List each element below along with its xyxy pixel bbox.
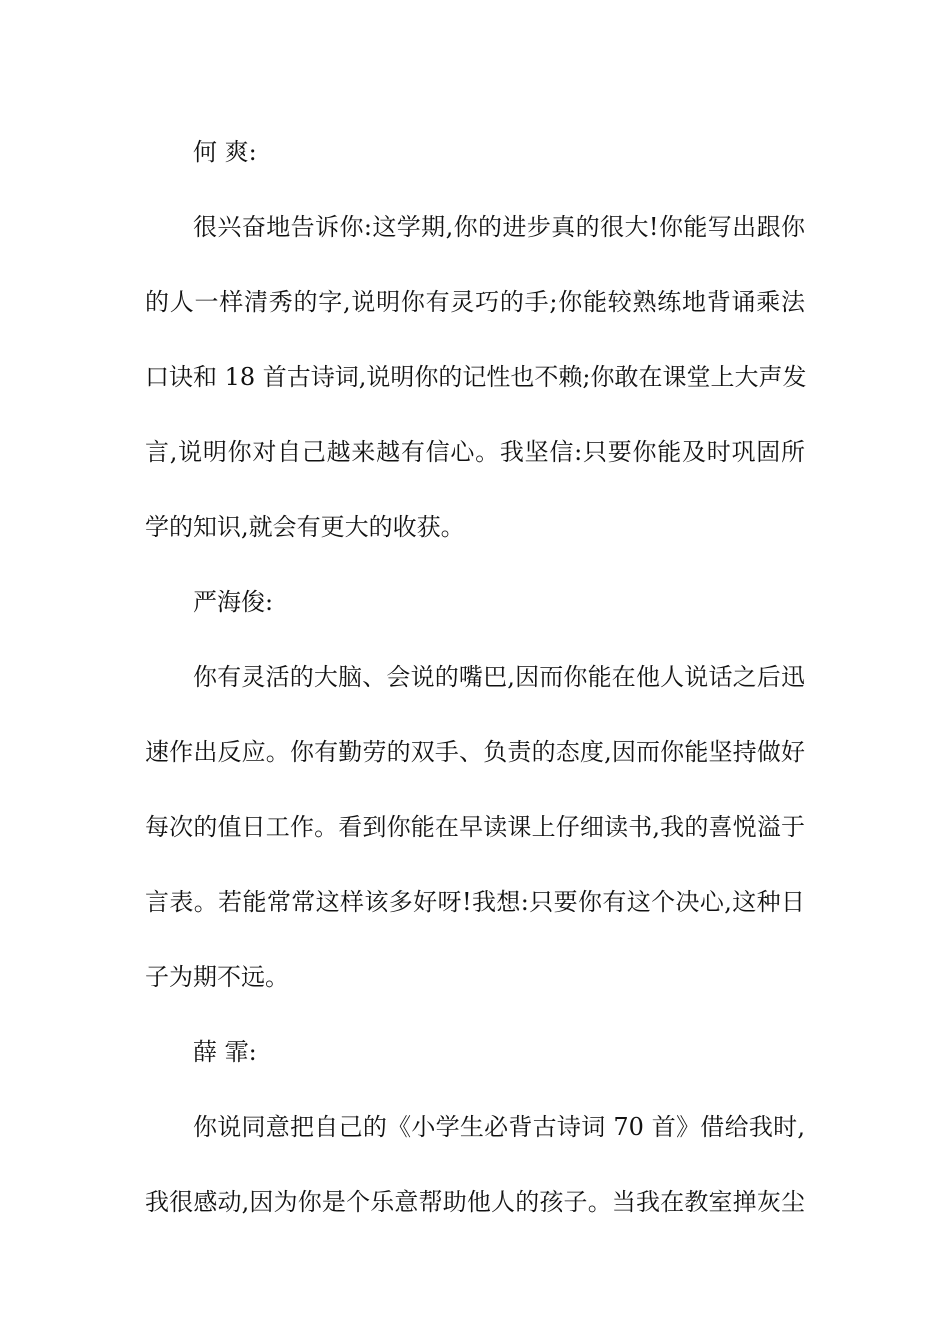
- comment-line: 速作出反应。你有勤劳的双手、负责的态度,因而你能坚持做好: [145, 738, 805, 766]
- student-name-heading: 严海俊:: [193, 588, 274, 616]
- comment-line: 言表。若能常常这样该多好呀!我想:只要你有这个决心,这种日: [145, 888, 805, 916]
- comment-line: 的人一样清秀的字,说明你有灵巧的手;你能较熟练地背诵乘法: [145, 288, 805, 316]
- comment-line: 很兴奋地告诉你:这学期,你的进步真的很大!你能写出跟你: [193, 213, 805, 241]
- comment-line: 你有灵活的大脑、会说的嘴巴,因而你能在他人说话之后迅: [193, 663, 805, 691]
- comment-line: 每次的值日工作。看到你能在早读课上仔细读书,我的喜悦溢于: [145, 813, 805, 841]
- student-name-heading: 薛 霏:: [193, 1038, 257, 1066]
- student-name-heading: 何 爽:: [193, 138, 257, 166]
- comment-line: 我很感动,因为你是个乐意帮助他人的孩子。当我在教室掸灰尘: [145, 1188, 805, 1216]
- comment-line: 子为期不远。: [145, 963, 289, 991]
- comment-line: 你说同意把自己的《小学生必背古诗词 70 首》借给我时,: [193, 1113, 805, 1141]
- comment-line: 言,说明你对自己越来越有信心。我坚信:只要你能及时巩固所: [145, 438, 805, 466]
- comment-line: 口诀和 18 首古诗词,说明你的记性也不赖;你敢在课堂上大声发: [145, 363, 807, 391]
- comment-line: 学的知识,就会有更大的收获。: [145, 513, 465, 541]
